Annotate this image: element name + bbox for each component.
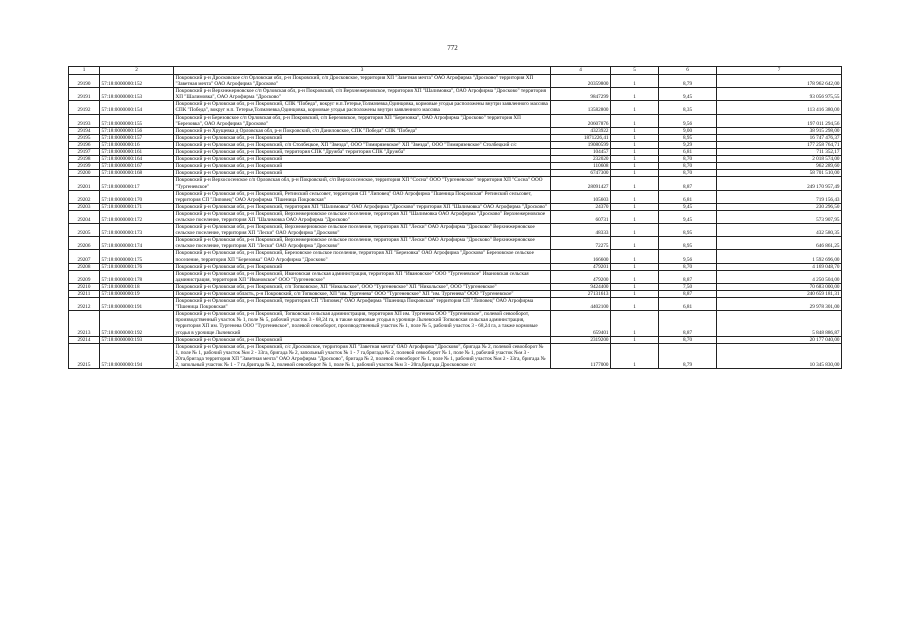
location-description: Покровский р-н Орловская обл, р-н Покровский — [174, 134, 551, 141]
cadastral-number: 57:18:0000000:176 — [100, 263, 174, 270]
cadastral-number: 57:18:0000000:19 — [100, 291, 174, 298]
location-description: Покровский р-н Орловская обл, р-н Покровский — [174, 170, 551, 177]
area-value: 13582800 — [551, 101, 611, 114]
rate-value: 8,35 — [659, 101, 717, 114]
area-value: 1871226,41 — [551, 134, 611, 141]
rate-value: 8,95 — [659, 224, 717, 237]
area-value: 48333 — [551, 224, 611, 237]
rate-value: 8,95 — [659, 134, 717, 141]
table-row — [69, 263, 842, 270]
rate-value: 8,87 — [659, 311, 717, 336]
share-value: 1 — [611, 311, 659, 336]
table-row — [69, 224, 842, 237]
cadastral-value: 10 345 830,00 — [717, 343, 842, 368]
rate-value: 8,70 — [659, 163, 717, 170]
cadastral-number: 57:18:0000000:153 — [100, 88, 174, 101]
cadastral-value: 177 258 764,71 — [717, 141, 842, 148]
table-row — [69, 127, 842, 134]
rate-value: 9,56 — [659, 114, 717, 127]
row-number: 29210 — [69, 283, 100, 290]
rate-value: 8,79 — [659, 75, 717, 88]
location-description: Покровский р-н Орловская обл, р-н Покровский, Ивановская сельская администрация, территория ХП "Ивановское" ООО "Тургеневское" Ивановская сельская администрация, территория ХП "Ивановское" ООО "Тургеневское" — [174, 270, 551, 283]
rate-value: 8,70 — [659, 263, 717, 270]
share-value: 1 — [611, 203, 659, 210]
row-number: 29207 — [69, 250, 100, 263]
column-header-row — [69, 67, 842, 75]
table-row — [69, 141, 842, 148]
table-row — [69, 298, 842, 311]
share-value: 1 — [611, 170, 659, 177]
table-row — [69, 163, 842, 170]
row-number: 29213 — [69, 311, 100, 336]
table-row — [69, 101, 842, 114]
table-row — [69, 114, 842, 127]
cadastral-value: 2 018 574,00 — [717, 156, 842, 163]
table-row — [69, 250, 842, 263]
table-row — [69, 177, 842, 190]
land-register-table — [68, 66, 842, 369]
cadastral-number: 57:18:0000000:152 — [100, 75, 174, 88]
row-number: 29205 — [69, 224, 100, 237]
area-value: 24370 — [551, 203, 611, 210]
location-description: Покровский р-н Орловская обл, р-н Покровский — [174, 163, 551, 170]
cadastral-number: 57:18:0000000:161 — [100, 149, 174, 156]
rate-value: 6,81 — [659, 149, 717, 156]
row-number: 29209 — [69, 270, 100, 283]
cadastral-number: 57:18:0000000:16 — [100, 141, 174, 148]
cadastral-value: 5 848 886,87 — [717, 311, 842, 336]
location-description: Покровский р-н Орловская обл, р-н Покровский, с/п Столбецкое, ХП "Звезда", ООО "Тимирязевское" ХП "Звезда", ООО "Тимирязевское" Столбецкий с/с — [174, 141, 551, 148]
column-header: 5 — [611, 67, 659, 75]
row-number: 29195 — [69, 134, 100, 141]
location-description: Покровский р-н Верхососенское с/п Орловская обл, р-н Покровский, с/п Верхососенское, территория ХП "Сосна" ООО "Тургеневское" территория ХП "Сосна" ООО "Тургеневское" — [174, 177, 551, 190]
rate-value: 9,00 — [659, 127, 717, 134]
area-value: 9424400 — [551, 283, 611, 290]
row-number: 29192 — [69, 101, 100, 114]
area-value: 232020 — [551, 156, 611, 163]
rate-value: 8,70 — [659, 156, 717, 163]
area-value: 28091427 — [551, 177, 611, 190]
share-value: 1 — [611, 190, 659, 203]
area-value: 479201 — [551, 263, 611, 270]
cadastral-value: 432 580,35 — [717, 224, 842, 237]
row-number: 29198 — [69, 156, 100, 163]
share-value: 1 — [611, 88, 659, 101]
share-value: 1 — [611, 101, 659, 114]
area-value: 9847299 — [551, 88, 611, 101]
cadastral-value: 38 915 298,00 — [717, 127, 842, 134]
share-value: 1 — [611, 283, 659, 290]
cadastral-number: 57:18:0000000:172 — [100, 210, 174, 223]
rate-value: 9,45 — [659, 88, 717, 101]
location-description: Покровский р-н Орловская обл, р-н Покровский, Верхнежерновское сельское поселение, территория ХП "Лески" ОАО Агрофирма "Дросково" Верхнежерновское сельское поселение, территория ХП "Лески" ОАО Агрофирма "Дросково" — [174, 237, 551, 250]
table-row — [69, 156, 842, 163]
table-row — [69, 203, 842, 210]
area-value: 60731 — [551, 210, 611, 223]
table-row — [69, 149, 842, 156]
area-value: 4402100 — [551, 298, 611, 311]
cadastral-number: 57:18:0000000:174 — [100, 237, 174, 250]
share-value: 1 — [611, 75, 659, 88]
cadastral-number: 57:18:0000000:155 — [100, 114, 174, 127]
location-description: Покровский р-н Орловская обл, р-н Покровский, территория СПК "Дружба" территория СПК "Дружба" — [174, 149, 551, 156]
row-number: 29212 — [69, 298, 100, 311]
area-value: 659401 — [551, 311, 611, 336]
row-number: 29214 — [69, 336, 100, 343]
row-number: 29200 — [69, 170, 100, 177]
row-number: 29194 — [69, 127, 100, 134]
location-description: Покровский р-н Орловская область, р-н Покровский, с/п Топковское, ХП "им. Тургенева" ООО "Тургеневское" ХП "им. Тургенева" ООО "Тургеневское" — [174, 291, 551, 298]
cadastral-number: 57:18:0000000:178 — [100, 270, 174, 283]
area-value: 104457 — [551, 149, 611, 156]
area-value: 19080599 — [551, 141, 611, 148]
rate-value: 9,29 — [659, 141, 717, 148]
row-number: 29191 — [69, 88, 100, 101]
location-description: Покровский р-н Верхнежерновское с/п Орловская обл, р-н Покровский, с/п Верхнежерновское, территория ХП "Шалимовка", ОАО Агрофирма "Дросково" территория ХП "Шалимовка", ОАО Агрофирма "Дросково" — [174, 88, 551, 101]
location-description: Покровский р-н Березовское с/п Орловская обл, р-н Покровский, с/п Березовское, территория ХП "Березовка", ОАО Агрофирма "Дросково" территория ХП "Березовка", ОАО Агрофирма "Дросково" — [174, 114, 551, 127]
location-description: Покровский р-н Орловская обл, р-н Покровский, территория ХП "Шалимовка" ОАО Агрофирма "Дросково" территория ХП "Шалимовка" ОАО Агрофирма "Дросково" — [174, 203, 551, 210]
row-number: 29193 — [69, 114, 100, 127]
location-description: Покровский р-н Хрущевка д Орловская обл, р-н Покровский, с/п Даниловское, СПК "Победа" СПК "Победа" — [174, 127, 551, 134]
rate-value: 8,87 — [659, 291, 717, 298]
location-description: Покровский р-н Орловская обл, р-н Покровский, Ретинский сельсовет, территория СП "Липовец" ОАО Агрофирма "Пшеница Покровская" Ретинский сельсовет, территория СП "Липовец" ОАО Агрофирма "Пшеница Покровская" — [174, 190, 551, 203]
cadastral-number: 57:18:0000000:156 — [100, 127, 174, 134]
row-number: 29202 — [69, 190, 100, 203]
area-value: 1177000 — [551, 343, 611, 368]
location-description: Покровский р-н Орловская обл, р-н Покровский, Березовское сельское поселение, территория ХП "Березовка" ОАО Агрофирма "Дросково" Березовское сельское поселение, территория ХП "Березовка" ОАО Агрофирма "Дросково" — [174, 250, 551, 263]
cadastral-number: 57:18:0000000:171 — [100, 203, 174, 210]
cadastral-value: 70 683 000,00 — [717, 283, 842, 290]
cadastral-value: 4 169 048,70 — [717, 263, 842, 270]
cadastral-value: 646 861,25 — [717, 237, 842, 250]
location-description: Покровский р-н Дросковское с/п Орловская обл, р-н Покровский, с/п Дросковское, территория ХП "Заветная мечта" ОАО Агрофирма "Дросково" территория ХП "Заветная мечта" ОАО Агрофирма "Дросково" — [174, 75, 551, 88]
table-row — [69, 75, 842, 88]
rate-value: 9,56 — [659, 250, 717, 263]
cadastral-value: 197 011 294,56 — [717, 114, 842, 127]
table-row — [69, 311, 842, 336]
cadastral-number: 57:18:0000000:167 — [100, 163, 174, 170]
rate-value: 7,50 — [659, 283, 717, 290]
cadastral-value: 113 416 380,00 — [717, 101, 842, 114]
rate-value: 8,95 — [659, 237, 717, 250]
cadastral-value: 719 156,43 — [717, 190, 842, 203]
share-value: 1 — [611, 149, 659, 156]
share-value: 1 — [611, 141, 659, 148]
cadastral-number: 57:18:0000000:192 — [100, 311, 174, 336]
area-value: 2319200 — [551, 336, 611, 343]
share-value: 1 — [611, 114, 659, 127]
column-header: 4 — [551, 67, 611, 75]
cadastral-number: 57:18:0000000:154 — [100, 101, 174, 114]
row-number: 29199 — [69, 163, 100, 170]
row-number: 29190 — [69, 75, 100, 88]
rate-value: 8,79 — [659, 343, 717, 368]
column-header: 3 — [174, 67, 551, 75]
table-row — [69, 88, 842, 101]
rate-value: 6,81 — [659, 190, 717, 203]
rate-value: 8,70 — [659, 336, 717, 343]
table-row — [69, 291, 842, 298]
share-value: 1 — [611, 156, 659, 163]
share-value: 1 — [611, 134, 659, 141]
cadastral-value: 4 250 504,00 — [717, 270, 842, 283]
cadastral-number: 57:18:0000000:191 — [100, 298, 174, 311]
rate-value: 6,81 — [659, 298, 717, 311]
row-number: 29215 — [69, 343, 100, 368]
area-value: 72275 — [551, 237, 611, 250]
row-number: 29208 — [69, 263, 100, 270]
area-value: 20359800 — [551, 75, 611, 88]
cadastral-number: 57:18:0000000:157 — [100, 134, 174, 141]
location-description: Покровский р-н Орловская обл, р-н Покровский, Верхнежерновское сельское поселение, территория ХП "Лески" ОАО Агрофирма "Дросково" Верхнежерновское сельское поселение, территория ХП "Лески" ОАО Агрофирма "Дросково" — [174, 224, 551, 237]
table-row — [69, 170, 842, 177]
location-description: Покровский р-н Орловская обл, р-н Покровский — [174, 263, 551, 270]
location-description: Покровский р-н Орловская обл, р-н Покровский, Верхнежерновское сельское поселение, территория ХП "Шалимовка ОАО Агрофирма "Дросково" Верхнежерновское сельское поселение, территория ХП "Шалимовка ОАО Агрофирма "Дросково" — [174, 210, 551, 223]
row-number: 29196 — [69, 141, 100, 148]
cadastral-value: 20 177 040,00 — [717, 336, 842, 343]
row-number: 29197 — [69, 149, 100, 156]
share-value: 1 — [611, 263, 659, 270]
cadastral-value: 16 747 476,37 — [717, 134, 842, 141]
share-value: 1 — [611, 224, 659, 237]
cadastral-value: 93 056 975,55 — [717, 88, 842, 101]
cadastral-value: 711 352,17 — [717, 149, 842, 156]
share-value: 1 — [611, 210, 659, 223]
table-row — [69, 336, 842, 343]
cadastral-value: 178 962 642,00 — [717, 75, 842, 88]
cadastral-number: 57:18:0000000:18 — [100, 283, 174, 290]
cadastral-value: 240 659 181,31 — [717, 291, 842, 298]
location-description: Покровский р-н Орловская обл, р-н Покровский, с/с Дросковское, территория ХП "Заветная мечта" ОАО Агрофирма "Дросково", бригада № 2, полевой севооборот № 1, поле № 1, рабочий участок №м 2 - 33га, бригада № 2, запольный участок № 1 - 7 га,бригада № 2, полевой севооборот № 1, поле № 1, рабочий участок №м 3 - 20га,бригада территория ХП "Заветная мечта" ОАО Агрофирма "Дросково", бригада № 2, полевой севооборот № 1, поле № 1, рабочий участок №м 2 - 33га, бригада № 2, запольный участок № 1 - 7 га,бригада № 2, полевой севооборот № 1, поле № 1, рабочий участок №м 3 - 20га,бригада Дросковское с/с — [174, 343, 551, 368]
cadastral-value: 573 907,95 — [717, 210, 842, 223]
table-row — [69, 190, 842, 203]
row-number: 29203 — [69, 203, 100, 210]
area-value: 6747300 — [551, 170, 611, 177]
area-value: 4323922 — [551, 127, 611, 134]
area-value: 166600 — [551, 250, 611, 263]
cadastral-number: 57:18:0000000:168 — [100, 170, 174, 177]
cadastral-value: 1 592 696,00 — [717, 250, 842, 263]
cadastral-number: 57:18:0000000:164 — [100, 156, 174, 163]
cadastral-value: 962 289,60 — [717, 163, 842, 170]
column-header: 1 — [69, 67, 100, 75]
rate-value: 8,87 — [659, 177, 717, 190]
share-value: 1 — [611, 250, 659, 263]
table-row — [69, 210, 842, 223]
location-description: Покровский р-н Орловская обл, р-н Покровский, СПК "Победа", вокруг н.п.Тетерье,Толмачевка,Одинцовка, кормовые угодья расположены внутри заявленного массива СПК "Победа", вокруг н.п. Тетерье,Толмачевка,Одинцовка, кормовые угодья расположены внутри заявленного массива — [174, 101, 551, 114]
cadastral-number: 57:18:0000000:173 — [100, 224, 174, 237]
cadastral-value: 58 701 510,00 — [717, 170, 842, 177]
row-number: 29211 — [69, 291, 100, 298]
table-row — [69, 270, 842, 283]
column-header: 2 — [100, 67, 174, 75]
row-number: 29206 — [69, 237, 100, 250]
share-value: 1 — [611, 270, 659, 283]
cadastral-number: 57:18:0000000:194 — [100, 343, 174, 368]
cadastral-value: 29 978 301,00 — [717, 298, 842, 311]
area-value: 479200 — [551, 270, 611, 283]
share-value: 1 — [611, 298, 659, 311]
share-value: 1 — [611, 127, 659, 134]
location-description: Покровский р-н Орловская обл, р-н Покровский — [174, 156, 551, 163]
location-description: Покровский р-н Орловская обл, р-н Покровский, Топковская сельская администрация, территория ХП им. Тургенева ООО "Тургеневское", полевой севооборот, производственный участок № 1, поле № 5, рабочий участок 3 - 68,24 га, в также кормовые угодья в урочище Лычевский Топковская сельская администрация, территория ХП им. Тургенева ООО "Тургеневское", полевой севооборот, производственный участок № 1, поле № 5, рабочий участок 3 - 68,24 га, а также кормовые угодья в урочище Лычевский — [174, 311, 551, 336]
share-value: 1 — [611, 336, 659, 343]
share-value: 1 — [611, 291, 659, 298]
table-row — [69, 343, 842, 368]
cadastral-number: 57:18:0000000:170 — [100, 190, 174, 203]
rate-value: 9,45 — [659, 210, 717, 223]
area-value: 105603 — [551, 190, 611, 203]
row-number: 29204 — [69, 210, 100, 223]
column-header: 7 — [717, 67, 842, 75]
cadastral-number: 57:18:0000000:175 — [100, 250, 174, 263]
location-description: Покровский р-н Орловская обл, р-н Покровский, территория СП "Липовец" ОАО Агрофирма "Пшеница Покровская" территория СП "Липовец" ОАО Агрофирма "Пшеница Покровская" — [174, 298, 551, 311]
table-row — [69, 283, 842, 290]
column-header: 6 — [659, 67, 717, 75]
table-row — [69, 237, 842, 250]
cadastral-number: 57:18:0000000:193 — [100, 336, 174, 343]
location-description: Покровский р-н Орловская обл, р-н Покровский — [174, 336, 551, 343]
page-number: 772 — [447, 44, 458, 52]
rate-value: 8,87 — [659, 270, 717, 283]
rate-value: 9,45 — [659, 203, 717, 210]
area-value: 27131613 — [551, 291, 611, 298]
share-value: 1 — [611, 177, 659, 190]
area-value: 110608 — [551, 163, 611, 170]
share-value: 1 — [611, 163, 659, 170]
rate-value: 8,70 — [659, 170, 717, 177]
share-value: 1 — [611, 237, 659, 250]
row-number: 29201 — [69, 177, 100, 190]
share-value: 1 — [611, 343, 659, 368]
location-description: Покровский р-н Орловская обл, р-н Покровский, с/п Топковское, ХП "Никольское", ООО "Тургеневское" ХП "Никольское", ООО "Тургеневское" — [174, 283, 551, 290]
area-value: 20607876 — [551, 114, 611, 127]
cadastral-value: 230 296,50 — [717, 203, 842, 210]
cadastral-number: 57:18:0000000:17 — [100, 177, 174, 190]
table-row — [69, 134, 842, 141]
cadastral-value: 249 170 957,49 — [717, 177, 842, 190]
